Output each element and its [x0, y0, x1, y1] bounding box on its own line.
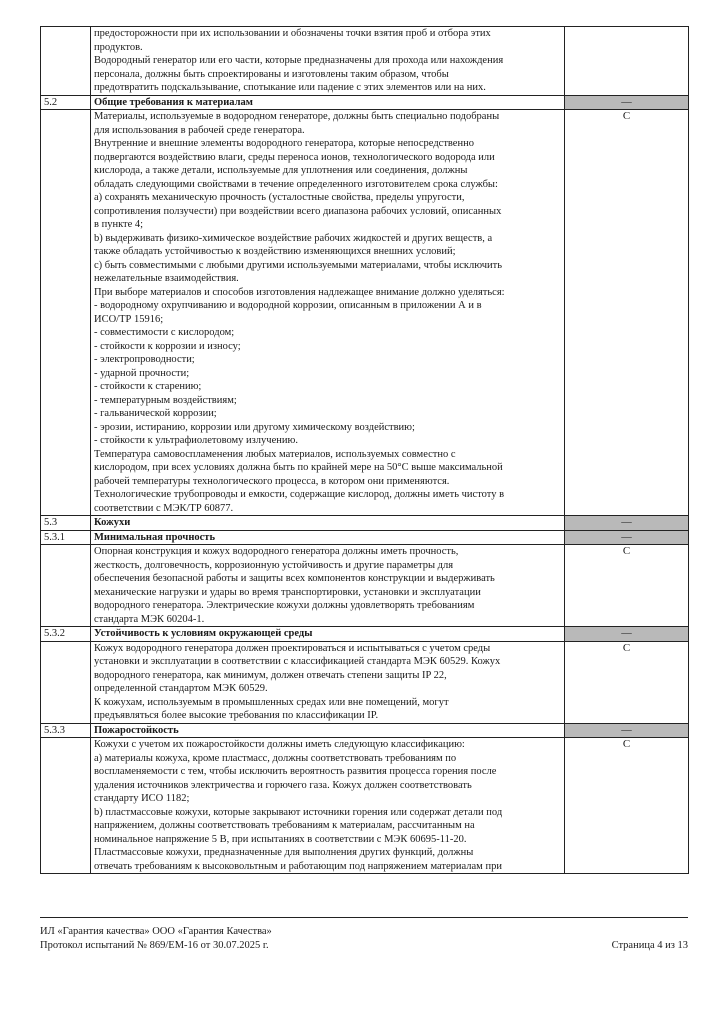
requirement-text-cell: [91, 738, 565, 874]
footer-divider: [40, 917, 688, 918]
clause-number-cell: [41, 738, 91, 874]
requirement-text: Кожух водородного генератора должен проектироваться и испытываться с учетом среды установки и эксплуатации в соответствии с классификацией стандарта МЭК 60529. Кожух водородного генератора, как минимум, должен отвечать степени защиты IP 22, определенной стандартом МЭК 60529. К кожухам, используемым в промышленных средах или вне помещений, могут предъявляться более высокие требования по классификации IP.: [94, 642, 501, 721]
table-row: [41, 516, 689, 531]
footer: [40, 925, 688, 953]
table-row: [41, 641, 689, 723]
page-number: Страница 4 из 13: [611, 940, 688, 951]
table-row: [41, 110, 689, 516]
requirement-text-cell: [91, 110, 565, 516]
result-value: С: [565, 545, 689, 627]
clause-number: 5.3.1: [41, 530, 91, 545]
table-row: [41, 723, 689, 738]
result-value: С: [565, 110, 689, 516]
requirements-table: [40, 26, 689, 874]
clause-number: 5.3.2: [41, 627, 91, 642]
requirement-text-cell: [91, 641, 565, 723]
table-row: [41, 27, 689, 96]
clause-number-cell: [41, 110, 91, 516]
footer-lab-name: ИЛ «Гарантия качества» ООО «Гарантия Качества»: [40, 926, 272, 937]
result-dash: —: [565, 516, 689, 531]
result-cell: [565, 27, 689, 96]
clause-number-cell: [41, 641, 91, 723]
clause-number: 5.3: [41, 516, 91, 531]
result-dash: —: [565, 723, 689, 738]
result-dash: —: [565, 530, 689, 545]
requirement-text: Опорная конструкция и кожух водородного генератора должны иметь прочность, жесткость, долговечность, коррозионную устойчивость и другие параметры для обеспечения безопасной работы и защиты всех компонентов конструкции и выдерживать механические нагрузки и удары во время транспортировки, установки и эксплуатации водородного генератора. Электрические кожухи должны удовлетворять требованиям стандарта МЭК 60204-1.: [94, 546, 495, 625]
table-row: [41, 627, 689, 642]
section-heading: Кожухи: [91, 516, 565, 531]
result-dash: —: [565, 627, 689, 642]
requirement-text-cell: [91, 27, 565, 96]
table-row: [41, 545, 689, 627]
requirement-text: предосторожности при их использовании и обозначены точки взятия проб и отбора этих продуктов. Водородный генератор или его части, которые предназначены для прохода или нахождения персонала, должны быть спроектированы и изготовлены таким образом, чтобы предотвратить подскальзывание, спотыкание или падение с этих элементов или на них.: [94, 28, 504, 93]
section-heading: Пожаростойкость: [91, 723, 565, 738]
requirement-text-cell: [91, 545, 565, 627]
result-value: С: [565, 641, 689, 723]
section-heading: Минимальная прочность: [91, 530, 565, 545]
table-row: [41, 738, 689, 874]
footer-protocol: Протокол испытаний № 869/ЕМ-16 от 30.07.2025 г.: [40, 940, 269, 951]
clause-number-cell: [41, 27, 91, 96]
clause-number-cell: [41, 545, 91, 627]
footer-row: [40, 939, 688, 953]
section-heading: Общие требования к материалам: [91, 95, 565, 110]
clause-number: 5.3.3: [41, 723, 91, 738]
requirement-text: Материалы, используемые в водородном генераторе, должны быть специально подобраны для использования в рабочей среде генератора. Внутренние и внешние элементы водородного генератора, которые непосредственно подвергаются воздействию влаги, среды переноса ионов, технологического водорода или кислорода, а также детали, используемые для уплотнения или соединения, должны обладать следующими свойствами в течение определенного изготовителем срока службы: а) сохранять механическую прочность (усталостные свойства, пределы упругости, сопротивления ползучести) при воздействии всего диапазона рабочих условий, описанных в пункте 4; b) выдерживать физико-химическое воздействие рабочих жидкостей и других веществ, а также обладать устойчивостью к воздействию изменяющихся внешних условий; с) быть совместимыми с любыми другими используемыми материалами, чтобы исключить нежелательные взаимодействия. При выборе материалов и способов изготовления надлежащее внимание должно уделяться: - водородному охрупчиванию и водородной коррозии, описанным в приложении А и в ИСО/ТР 15916; - совместимости с кислородом; - стойкости к коррозии и износу; - электропроводности; - ударной прочности; - стойкости к старению; - температурным воздействиям; - гальванической коррозии; - эрозии, истиранию, коррозии или другому химическому воздействию; - стойкости к ультрафиолетовому излучению. Температура самовоспламенения любых материалов, используемых совместно с кислородом, при всех условиях должна быть по крайней мере на 50°С выше максимальной рабочей температуры технологического процесса, в котором они применяются. Технологические трубопроводы и емкости, содержащие кислород, должны иметь чистоту в соответствии с МЭК/ТР 60877.: [94, 111, 505, 514]
table-row: [41, 95, 689, 110]
clause-number: 5.2: [41, 95, 91, 110]
requirement-text: Кожухи с учетом их пожаростойкости должны иметь следующую классификацию: а) материалы кожуха, кроме пластмасс, должны соответствовать требованиям по воспламеняемости с тем, чтобы исключить вероятность развития процесса горения после удаления источников электричества и горючего газа. Кожух должен соответствовать стандарту ИСО 1182; b) пластмассовые кожухи, которые закрывают источники горения или содержат детали под напряжением, должны соответствовать требованиям к материалам, рассчитанным на номинальное напряжение 5 В, при испытаниях в соответствии с МЭК 60695-11-20. Пластмассовые кожухи, предназначенные для выполнения других функций, должны отвечать требованиям к высоковольтным и работающим под напряжением материалам при: [94, 739, 503, 872]
result-dash: —: [565, 95, 689, 110]
result-value: С: [565, 738, 689, 874]
table-row: [41, 530, 689, 545]
section-heading: Устойчивость к условиям окружающей среды: [91, 627, 565, 642]
